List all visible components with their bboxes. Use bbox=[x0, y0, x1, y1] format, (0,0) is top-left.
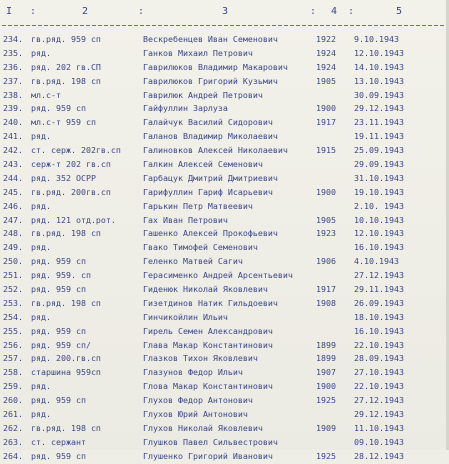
row-date: 29.11.1943 bbox=[354, 284, 404, 295]
row-year: 1900 bbox=[316, 186, 336, 197]
table-row bbox=[0, 255, 449, 269]
row-rank: ряд. 959 сп/ bbox=[31, 339, 91, 350]
row-number: 257. bbox=[3, 353, 23, 364]
table-row bbox=[0, 214, 449, 228]
row-name: Галиновков Алексей Николаевич bbox=[143, 145, 288, 156]
row-date: 12.10.1943 bbox=[354, 228, 404, 239]
row-number: 246. bbox=[3, 200, 23, 211]
row-number: 248. bbox=[3, 228, 23, 239]
row-date: 30.09.1943 bbox=[354, 89, 404, 100]
row-date: 27.12.1943 bbox=[354, 395, 404, 406]
row-name: Галанов Владимир Миколаевич bbox=[143, 131, 278, 142]
row-year: 1925 bbox=[316, 395, 336, 406]
row-year: 1917 bbox=[316, 284, 336, 295]
row-name: Гизетдинов Натик Гильдоевич bbox=[143, 297, 278, 308]
row-date: 11.10.1943 bbox=[354, 422, 404, 433]
row-name: Галкин Алексей Семенович bbox=[143, 159, 263, 170]
row-date: 19.10.1943 bbox=[354, 186, 404, 197]
row-name: Гвако Тимофей Семенович bbox=[143, 242, 258, 253]
row-name: Глушенко Григорий Иванович bbox=[143, 450, 273, 461]
row-date: 4.10.1943 bbox=[354, 256, 399, 267]
row-name: Ганков Михаил Петрович bbox=[143, 47, 253, 58]
row-rank: гв.ряд. 198 сп bbox=[31, 75, 101, 86]
table-row bbox=[0, 116, 449, 130]
row-year: 1900 bbox=[316, 103, 336, 114]
row-number: 263. bbox=[3, 436, 23, 447]
row-date: 16.10.1943 bbox=[354, 325, 404, 336]
row-date: 27.12.1943 bbox=[354, 270, 404, 281]
row-rank: гв.ряд. 200гв.сп bbox=[31, 186, 111, 197]
row-rank: ряд. 959 сп bbox=[31, 284, 86, 295]
row-rank: ряд. 202 гв.СП bbox=[31, 61, 101, 72]
row-date: 14.10.1943 bbox=[354, 61, 404, 72]
row-number: 236. bbox=[3, 61, 23, 72]
row-year: 1922 bbox=[316, 34, 336, 44]
table-row bbox=[0, 325, 449, 339]
row-rank: ряд. 959 сп bbox=[31, 395, 86, 406]
row-year: 1908 bbox=[316, 297, 336, 308]
row-year: 1915 bbox=[316, 145, 336, 156]
row-date: 10.10.1943 bbox=[354, 214, 404, 225]
row-date: 27.10.1943 bbox=[354, 367, 404, 378]
table-row bbox=[0, 436, 449, 450]
header-separator-4: : bbox=[348, 6, 355, 17]
row-date: 12.10.1943 bbox=[354, 47, 404, 58]
table-row bbox=[0, 241, 449, 255]
table-row bbox=[0, 227, 449, 241]
row-number: 253. bbox=[3, 297, 23, 308]
row-year: 1905 bbox=[316, 214, 336, 225]
row-date: 16.10.1943 bbox=[354, 242, 404, 253]
row-rank: гв.ряд. 198 сп bbox=[31, 228, 101, 239]
table-row bbox=[0, 144, 449, 158]
row-number: 249. bbox=[3, 242, 23, 253]
row-number: 247. bbox=[3, 214, 23, 225]
row-name: Гайфуллин Зарлуза bbox=[143, 103, 228, 114]
table-header bbox=[0, 6, 449, 20]
row-name: Глазков Тихон Яковлевич bbox=[143, 353, 258, 364]
row-rank: старшина 959сп bbox=[31, 367, 101, 378]
table-row bbox=[0, 61, 449, 75]
table-row bbox=[0, 422, 449, 436]
row-name: Гашенко Алексей Прокофьевич bbox=[143, 228, 278, 239]
row-rank: ст. серж. 202гв.сп bbox=[31, 145, 121, 156]
row-number: 244. bbox=[3, 172, 23, 183]
table-row bbox=[0, 269, 449, 283]
row-year: 1900 bbox=[316, 381, 336, 392]
row-rank: гв.ряд. 198 сп bbox=[31, 297, 101, 308]
row-rank: ряд. 959 сп bbox=[31, 325, 86, 336]
row-number: 237. bbox=[3, 75, 23, 86]
header-separator-2: : bbox=[138, 6, 145, 17]
row-name: Гарбацук Дмитрий Дмитриевич bbox=[143, 172, 278, 183]
table-row bbox=[0, 352, 449, 366]
row-year: 1909 bbox=[316, 422, 336, 433]
row-name: Гирель Семен Александрович bbox=[143, 325, 273, 336]
row-date: 2.10. 1943 bbox=[354, 200, 404, 211]
header-col-5: 5 bbox=[396, 6, 403, 17]
row-year: 1924 bbox=[316, 61, 336, 72]
row-rank: ряд. 959. сп bbox=[31, 270, 91, 281]
row-number: 234. bbox=[3, 34, 23, 44]
table-row bbox=[0, 130, 449, 144]
row-name: Гаврилюков Григорий Кузьмич bbox=[143, 75, 278, 86]
header-divider bbox=[2, 25, 447, 26]
row-rank: ряд. bbox=[31, 381, 51, 392]
row-name: Глава Макар Константинович bbox=[143, 339, 273, 350]
row-name: Глушков Павел Сильвестрович bbox=[143, 436, 278, 447]
row-date: 09.10.1943 bbox=[354, 436, 404, 447]
row-number: 241. bbox=[3, 131, 23, 142]
table-row bbox=[0, 75, 449, 89]
row-name: Гиденюк Николай Яковлевич bbox=[143, 284, 268, 295]
row-name: Гах Иван Петрович bbox=[143, 214, 228, 225]
row-number: 243. bbox=[3, 159, 23, 170]
row-name: Гаврилюк Андрей Петрович bbox=[143, 89, 263, 100]
row-rank: ряд. bbox=[31, 47, 51, 58]
row-number: 245. bbox=[3, 186, 23, 197]
row-number: 254. bbox=[3, 311, 23, 322]
row-name: Вескребенцев Иван Семенович bbox=[143, 34, 278, 44]
row-number: 250. bbox=[3, 256, 23, 267]
table-row bbox=[0, 311, 449, 325]
row-date: 31.10.1943 bbox=[354, 172, 404, 183]
row-date: 29.12.1943 bbox=[354, 409, 404, 420]
row-rank: ряд. bbox=[31, 409, 51, 420]
row-year: 1899 bbox=[316, 339, 336, 350]
table-row bbox=[0, 297, 449, 311]
row-rank: мл.с-т 959 сп bbox=[31, 117, 96, 128]
table-row bbox=[0, 158, 449, 172]
row-year: 1925 bbox=[316, 450, 336, 461]
table-row bbox=[0, 408, 449, 422]
row-name: Глазунов Федор Ильич bbox=[143, 367, 243, 378]
header-col-3: 3 bbox=[222, 6, 229, 17]
row-date: 22.10.1943 bbox=[354, 381, 404, 392]
row-number: 239. bbox=[3, 103, 23, 114]
row-number: 256. bbox=[3, 339, 23, 350]
table-row bbox=[0, 186, 449, 200]
header-separator-1: : bbox=[30, 6, 37, 17]
row-number: 255. bbox=[3, 325, 23, 336]
row-rank: ряд. 200.гв.сп bbox=[31, 353, 101, 364]
table-row bbox=[0, 380, 449, 394]
row-name: Геленко Матвей Сагич bbox=[143, 256, 243, 267]
row-name: Гаврилюков Владимир Макарович bbox=[143, 61, 288, 72]
table-row bbox=[0, 102, 449, 116]
table-row bbox=[0, 89, 449, 103]
row-date: 26.09.1943 bbox=[354, 297, 404, 308]
row-rank: мл.с-т bbox=[31, 89, 61, 100]
row-date: 9.10.1943 bbox=[354, 34, 399, 44]
row-number: 258. bbox=[3, 367, 23, 378]
row-date: 13.10.1943 bbox=[354, 75, 404, 86]
row-rank: ряд. bbox=[31, 200, 51, 211]
row-rank: ряд. 121 отд.рот. bbox=[31, 214, 116, 225]
table-row bbox=[0, 47, 449, 61]
row-number: 262. bbox=[3, 422, 23, 433]
row-date: 28.12.1943 bbox=[354, 450, 404, 461]
row-number: 252. bbox=[3, 284, 23, 295]
table-row bbox=[0, 283, 449, 297]
row-date: 28.09.1943 bbox=[354, 353, 404, 364]
row-rank: ряд. bbox=[31, 311, 51, 322]
row-name: Гарькин Петр Матвеевич bbox=[143, 200, 253, 211]
table-row bbox=[0, 394, 449, 408]
row-rank: гв.ряд. 959 сп bbox=[31, 34, 101, 44]
row-name: Гарифуллин Гариф Исарьевич bbox=[143, 186, 273, 197]
row-rank: ряд. 352 ОСРР bbox=[31, 172, 96, 183]
row-name: Галайчук Василий Сидорович bbox=[143, 117, 273, 128]
header-col-2: 2 bbox=[82, 6, 89, 17]
row-number: 240. bbox=[3, 117, 23, 128]
row-rank: гв.ряд. 198 сп bbox=[31, 422, 101, 433]
row-date: 22.10.1943 bbox=[354, 339, 404, 350]
row-rank: ряд. 959 сп bbox=[31, 256, 86, 267]
row-date: 25.09.1943 bbox=[354, 145, 404, 156]
table-row bbox=[0, 339, 449, 353]
row-name: Глухов Федор Антонович bbox=[143, 395, 253, 406]
row-name: Глухов Юрий Антонович bbox=[143, 409, 248, 420]
header-col-4: 4 bbox=[331, 6, 338, 17]
table-row bbox=[0, 33, 449, 47]
row-name: Герасименко Андрей Арсентьевич bbox=[143, 270, 293, 281]
row-number: 251. bbox=[3, 270, 23, 281]
row-rank: ряд. bbox=[31, 242, 51, 253]
row-rank: ст. сержант bbox=[31, 436, 86, 447]
row-number: 235. bbox=[3, 47, 23, 58]
row-year: 1924 bbox=[316, 47, 336, 58]
row-year: 1917 bbox=[316, 117, 336, 128]
table-row bbox=[0, 450, 449, 464]
row-year: 1905 bbox=[316, 75, 336, 86]
row-date: 29.09.1943 bbox=[354, 159, 404, 170]
row-number: 238. bbox=[3, 89, 23, 100]
row-name: Гинчикойлин Ильич bbox=[143, 311, 228, 322]
row-date: 29.12.1943 bbox=[354, 103, 404, 114]
table-row bbox=[0, 172, 449, 186]
row-rank: ряд. 959 сп bbox=[31, 450, 86, 461]
header-separator-3: : bbox=[310, 6, 317, 17]
row-year: 1906 bbox=[316, 256, 336, 267]
row-rank: ряд. 959 сп bbox=[31, 103, 86, 114]
record-list bbox=[0, 33, 449, 464]
header-col-1: I bbox=[6, 6, 13, 17]
row-date: 19.11.1943 bbox=[354, 131, 404, 142]
row-number: 259. bbox=[3, 381, 23, 392]
row-name: Глухов Николай Яковлевич bbox=[143, 422, 263, 433]
table-row bbox=[0, 366, 449, 380]
row-rank: ряд. bbox=[31, 131, 51, 142]
row-number: 260. bbox=[3, 395, 23, 406]
row-date: 18.10.1943 bbox=[354, 311, 404, 322]
row-number: 242. bbox=[3, 145, 23, 156]
row-number: 264. bbox=[3, 450, 23, 461]
row-year: 1907 bbox=[316, 367, 336, 378]
row-date: 23.11.1943 bbox=[354, 117, 404, 128]
row-year: 1899 bbox=[316, 353, 336, 364]
row-name: Глова Макар Константинович bbox=[143, 381, 273, 392]
row-year: 1923 bbox=[316, 228, 336, 239]
table-row bbox=[0, 200, 449, 214]
row-number: 261. bbox=[3, 409, 23, 420]
row-rank: серж-т 202 гв.сп bbox=[31, 159, 111, 170]
